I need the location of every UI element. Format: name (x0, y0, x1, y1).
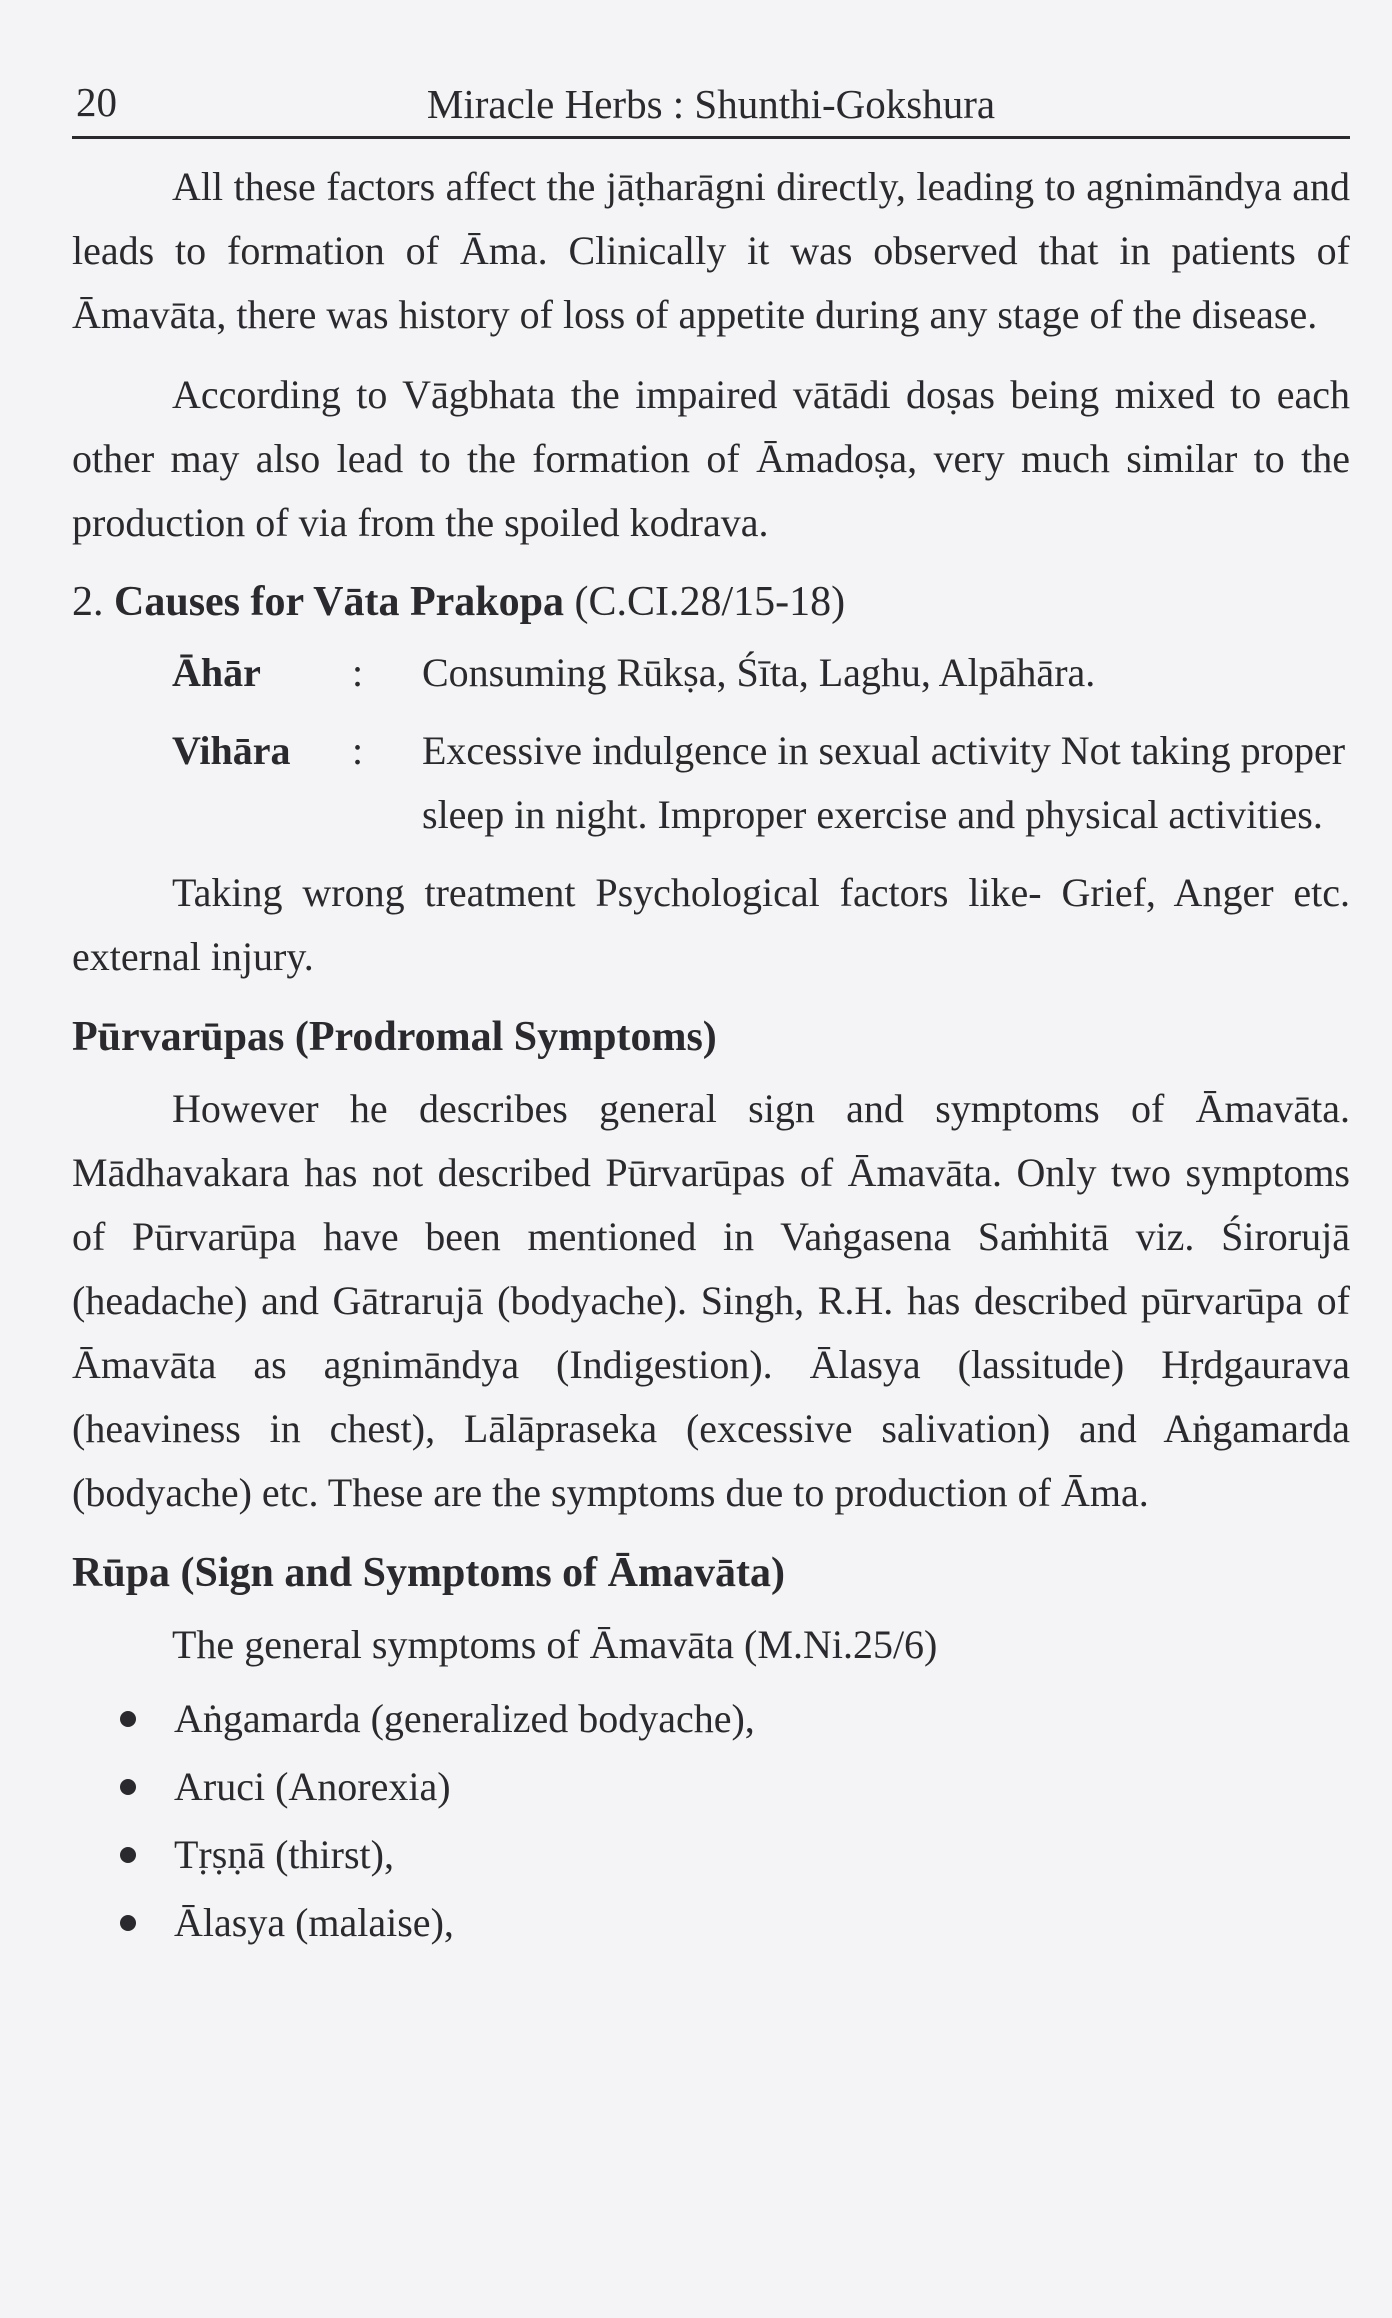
page-number: 20 (76, 79, 117, 125)
heading-purvarupa: Pūrvarūpas (Prodromal Symptoms) (72, 1014, 717, 1060)
paragraph-jatharagni: All these factors affect the jāṭharāgni directly, leading to agnimāndya and leads to formation of Āma. Clinically it was observed that in patients of Āmavāta, there was history of loss of appetite during any stage of the disease. (72, 164, 1350, 337)
definition-term: Vihāra (172, 728, 291, 773)
definition-colon: : (352, 650, 364, 695)
list-item-text: Tṛṣṇā (thirst), (174, 1832, 394, 1877)
paragraph-purvarupa: However he describes general sign and symptoms of Āmavāta. Mādhavakara has not described Pūrvarūpas of Āmavāta. Only two symptoms of Pūrvarūpa have been mentioned in Vaṅgasena Saṁhitā viz. Śirorujā (headache) and Gātrarujā (bodyache). Singh, R.H. has described pūrvarūpa of Āmavāta as agnimāndya (Indigestion). Ālasya (lassitude) Hṛdgaurava (heaviness in chest), Lālāpraseka (excessive salivation) and Aṅgamarda (bodyache) etc. These are the symptoms due to production of Āma. (72, 1086, 1350, 1515)
book-page (72, 70, 1350, 1957)
list-item (120, 1685, 1350, 1753)
list-item (120, 1821, 1350, 1889)
section-heading-vata-prakopa (72, 571, 1350, 633)
bullet-icon (120, 1711, 136, 1727)
definition-description: Excessive indulgence in sexual activity Not taking proper sleep in night. Improper exercise and physical activities. (422, 728, 1346, 837)
bullet-icon (120, 1779, 136, 1795)
list-item (120, 1753, 1350, 1821)
definition-row-vihara (72, 719, 1350, 847)
bullet-icon (120, 1847, 136, 1863)
section-reference: (C.CI.28/15-18) (574, 579, 846, 625)
page-content (72, 139, 1350, 1957)
definition-description: Consuming Rūkṣa, Śīta, Laghu, Alpāhāra. (422, 650, 1096, 695)
paragraph-vagbhata: According to Vāgbhata the impaired vātādi doṣas being mixed to each other may also lead to the formation of Āmadoṣa, very much similar to the production of via from the spoiled kodrava. (72, 372, 1350, 545)
running-title: Miracle Herbs : Shunthi-Gokshura (426, 81, 996, 127)
page-header (72, 70, 1350, 139)
section-number: 2. (72, 579, 104, 625)
heading-rupa: Rūpa (Sign and Symptoms of Āmavāta) (72, 1550, 785, 1596)
definition-row-ahar (72, 641, 1350, 705)
section-title: Causes for Vāta Prakopa (114, 579, 564, 625)
paragraph-wrong-treatment: Taking wrong treatment Psychological factors like- Grief, Anger etc. external injury. (72, 870, 1350, 979)
list-item-text: Ālasya (malaise), (174, 1900, 454, 1945)
list-item-text: Aṅgamarda (generalized bodyache), (174, 1696, 755, 1741)
bullet-icon (120, 1915, 136, 1931)
definition-term: Āhār (172, 650, 261, 695)
symptom-list (72, 1685, 1350, 1957)
list-item (120, 1889, 1350, 1957)
definition-colon: : (352, 728, 364, 773)
paragraph-rupa-intro: The general symptoms of Āmavāta (M.Ni.25/6) (172, 1622, 938, 1667)
list-item-text: Aruci (Anorexia) (174, 1764, 451, 1809)
